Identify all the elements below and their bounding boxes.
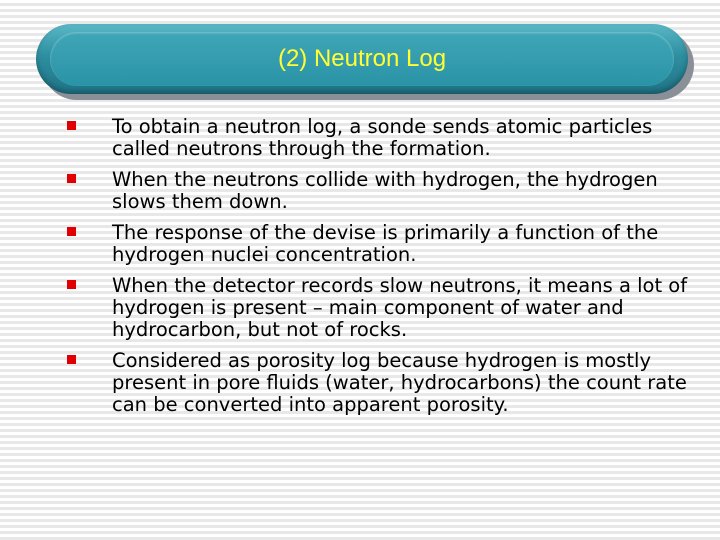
bullet-item xyxy=(64,169,704,213)
bullet-square-icon xyxy=(67,227,76,236)
bullet-item xyxy=(64,222,704,266)
title-bar xyxy=(36,24,688,94)
bullet-item xyxy=(64,275,704,341)
bullet-text: Considered as porosity log because hydrogen is mostly present in pore fluids (water, hydrocarbons) the count rate can be converted into apparent porosity. xyxy=(112,349,687,416)
bullet-square-icon xyxy=(67,121,76,130)
bullet-item xyxy=(64,350,704,416)
bullet-text: When the detector records slow neutrons, it means a lot of hydrogen is present – main component of water and hydrocarbon, but not of rocks. xyxy=(112,274,688,341)
bullet-square-icon xyxy=(67,280,76,289)
bullet-item xyxy=(64,116,704,160)
bullet-list xyxy=(64,116,704,425)
bullet-square-icon xyxy=(67,355,76,364)
bullet-text: The response of the devise is primarily a function of the hydrogen nuclei concentration. xyxy=(112,221,659,266)
bullet-text: To obtain a neutron log, a sonde sends atomic particles called neutrons through the formation. xyxy=(112,115,653,160)
bullet-square-icon xyxy=(67,174,76,183)
bullet-text: When the neutrons collide with hydrogen, the hydrogen slows them down. xyxy=(112,168,658,213)
slide-title: (2) Neutron Log xyxy=(277,45,447,72)
